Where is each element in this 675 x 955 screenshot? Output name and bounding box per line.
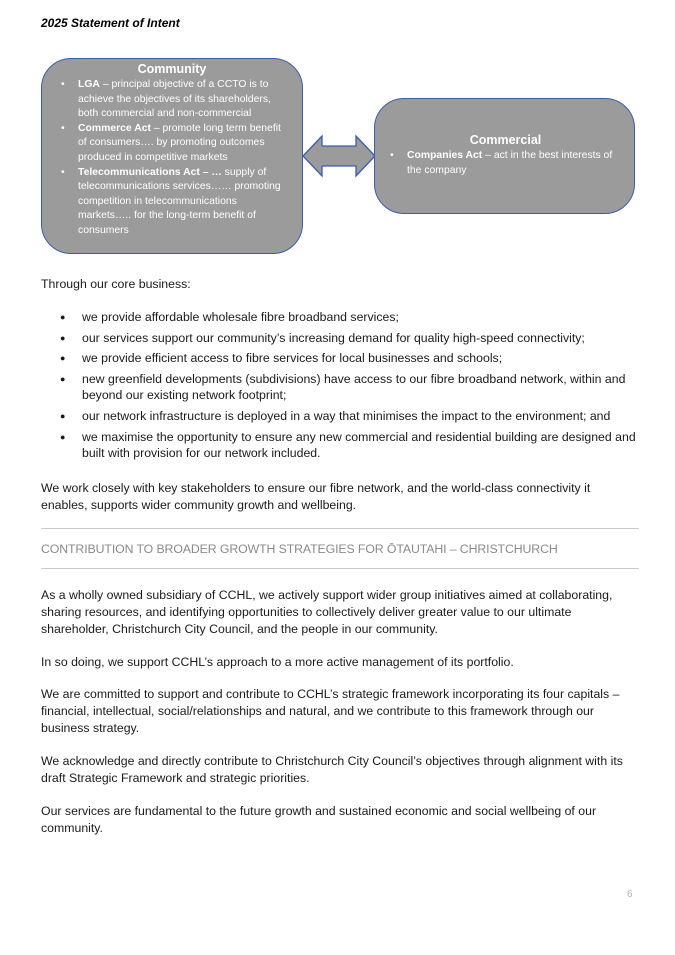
commercial-box [374, 98, 635, 214]
paragraph-future-growth: Our services are fundamental to the future growth and sustained economic and social wellbeing of our community. [41, 804, 597, 835]
paragraph-council-objectives: We acknowledge and directly contribute to Christchurch City Council’s objectives through alignment with its draft Strategic Framework and strategic priorities. [41, 754, 623, 785]
paragraph-strategic-framework: We are committed to support and contribute to CCHL’s strategic framework incorporating its four capitals – financial, intellectual, social/relationships and natural, and we contribute to this framework through our business strategy. [41, 687, 620, 735]
core-business-intro: Through our core business: [41, 277, 191, 291]
stakeholders-paragraph: We work closely with key stakeholders to ensure our fibre network, and the world-class connectivity it enables, supports wider community growth and wellbeing. [41, 481, 591, 512]
section-divider-bottom [41, 568, 639, 569]
community-item-commerce-act: • Commerce Act – promote long term benefit of consumers…. by promoting outcomes produced in competitive markets [58, 122, 286, 166]
section-divider-top [41, 528, 639, 529]
commercial-list [387, 149, 624, 178]
core-business-list [41, 309, 641, 466]
list-item: ● new greenfield developments (subdivisions) have access to our fibre broadband network, within and beyond our existing network footprint; [41, 371, 641, 404]
list-item: ● we provide efficient access to fibre services for local businesses and schools; [41, 350, 641, 367]
community-list [58, 78, 286, 239]
double-arrow-icon [302, 134, 376, 178]
paragraph-subsidiary: As a wholly owned subsidiary of CCHL, we actively support wider group initiatives aimed at collaborating, sharing resources, and identifying opportunities to collectively deliver greater value to our ultimate shareholder, Christchurch City Council, and the people in our community. [41, 588, 613, 636]
community-box [41, 58, 303, 254]
commercial-box-title: Commercial [469, 133, 542, 147]
list-item: ● our services support our community’s increasing demand for quality high-speed connectivity; [41, 330, 641, 347]
community-item-lga: • LGA – principal objective of a CCTO is to achieve the objectives of its shareholders, both commercial and non-commercial [58, 78, 286, 122]
section-heading: CONTRIBUTION TO BROADER GROWTH STRATEGIES FOR ŌTAUTAHI – CHRISTCHURCH [41, 542, 558, 556]
paragraph-portfolio: In so doing, we support CCHL’s approach to a more active management of its portfolio. [41, 655, 514, 669]
list-item: ● we maximise the opportunity to ensure any new commercial and residential building are designed and built with provision for our network included. [41, 429, 641, 462]
community-item-telecommunications-act: • Telecommunications Act – … supply of telecommunications services…… promoting competition in telecommunications markets….. for the long-term benefit of consumers [58, 166, 286, 239]
document-header-title: 2025 Statement of Intent [41, 16, 180, 30]
list-item: ● we provide affordable wholesale fibre broadband services; [41, 309, 641, 326]
commercial-item-companies-act: • Companies Act – act in the best interests of the company [387, 149, 624, 178]
page-number: 6 [627, 889, 633, 900]
list-item: ● our network infrastructure is deployed in a way that minimises the impact to the environment; and [41, 408, 641, 425]
community-box-title: Community [137, 62, 207, 76]
